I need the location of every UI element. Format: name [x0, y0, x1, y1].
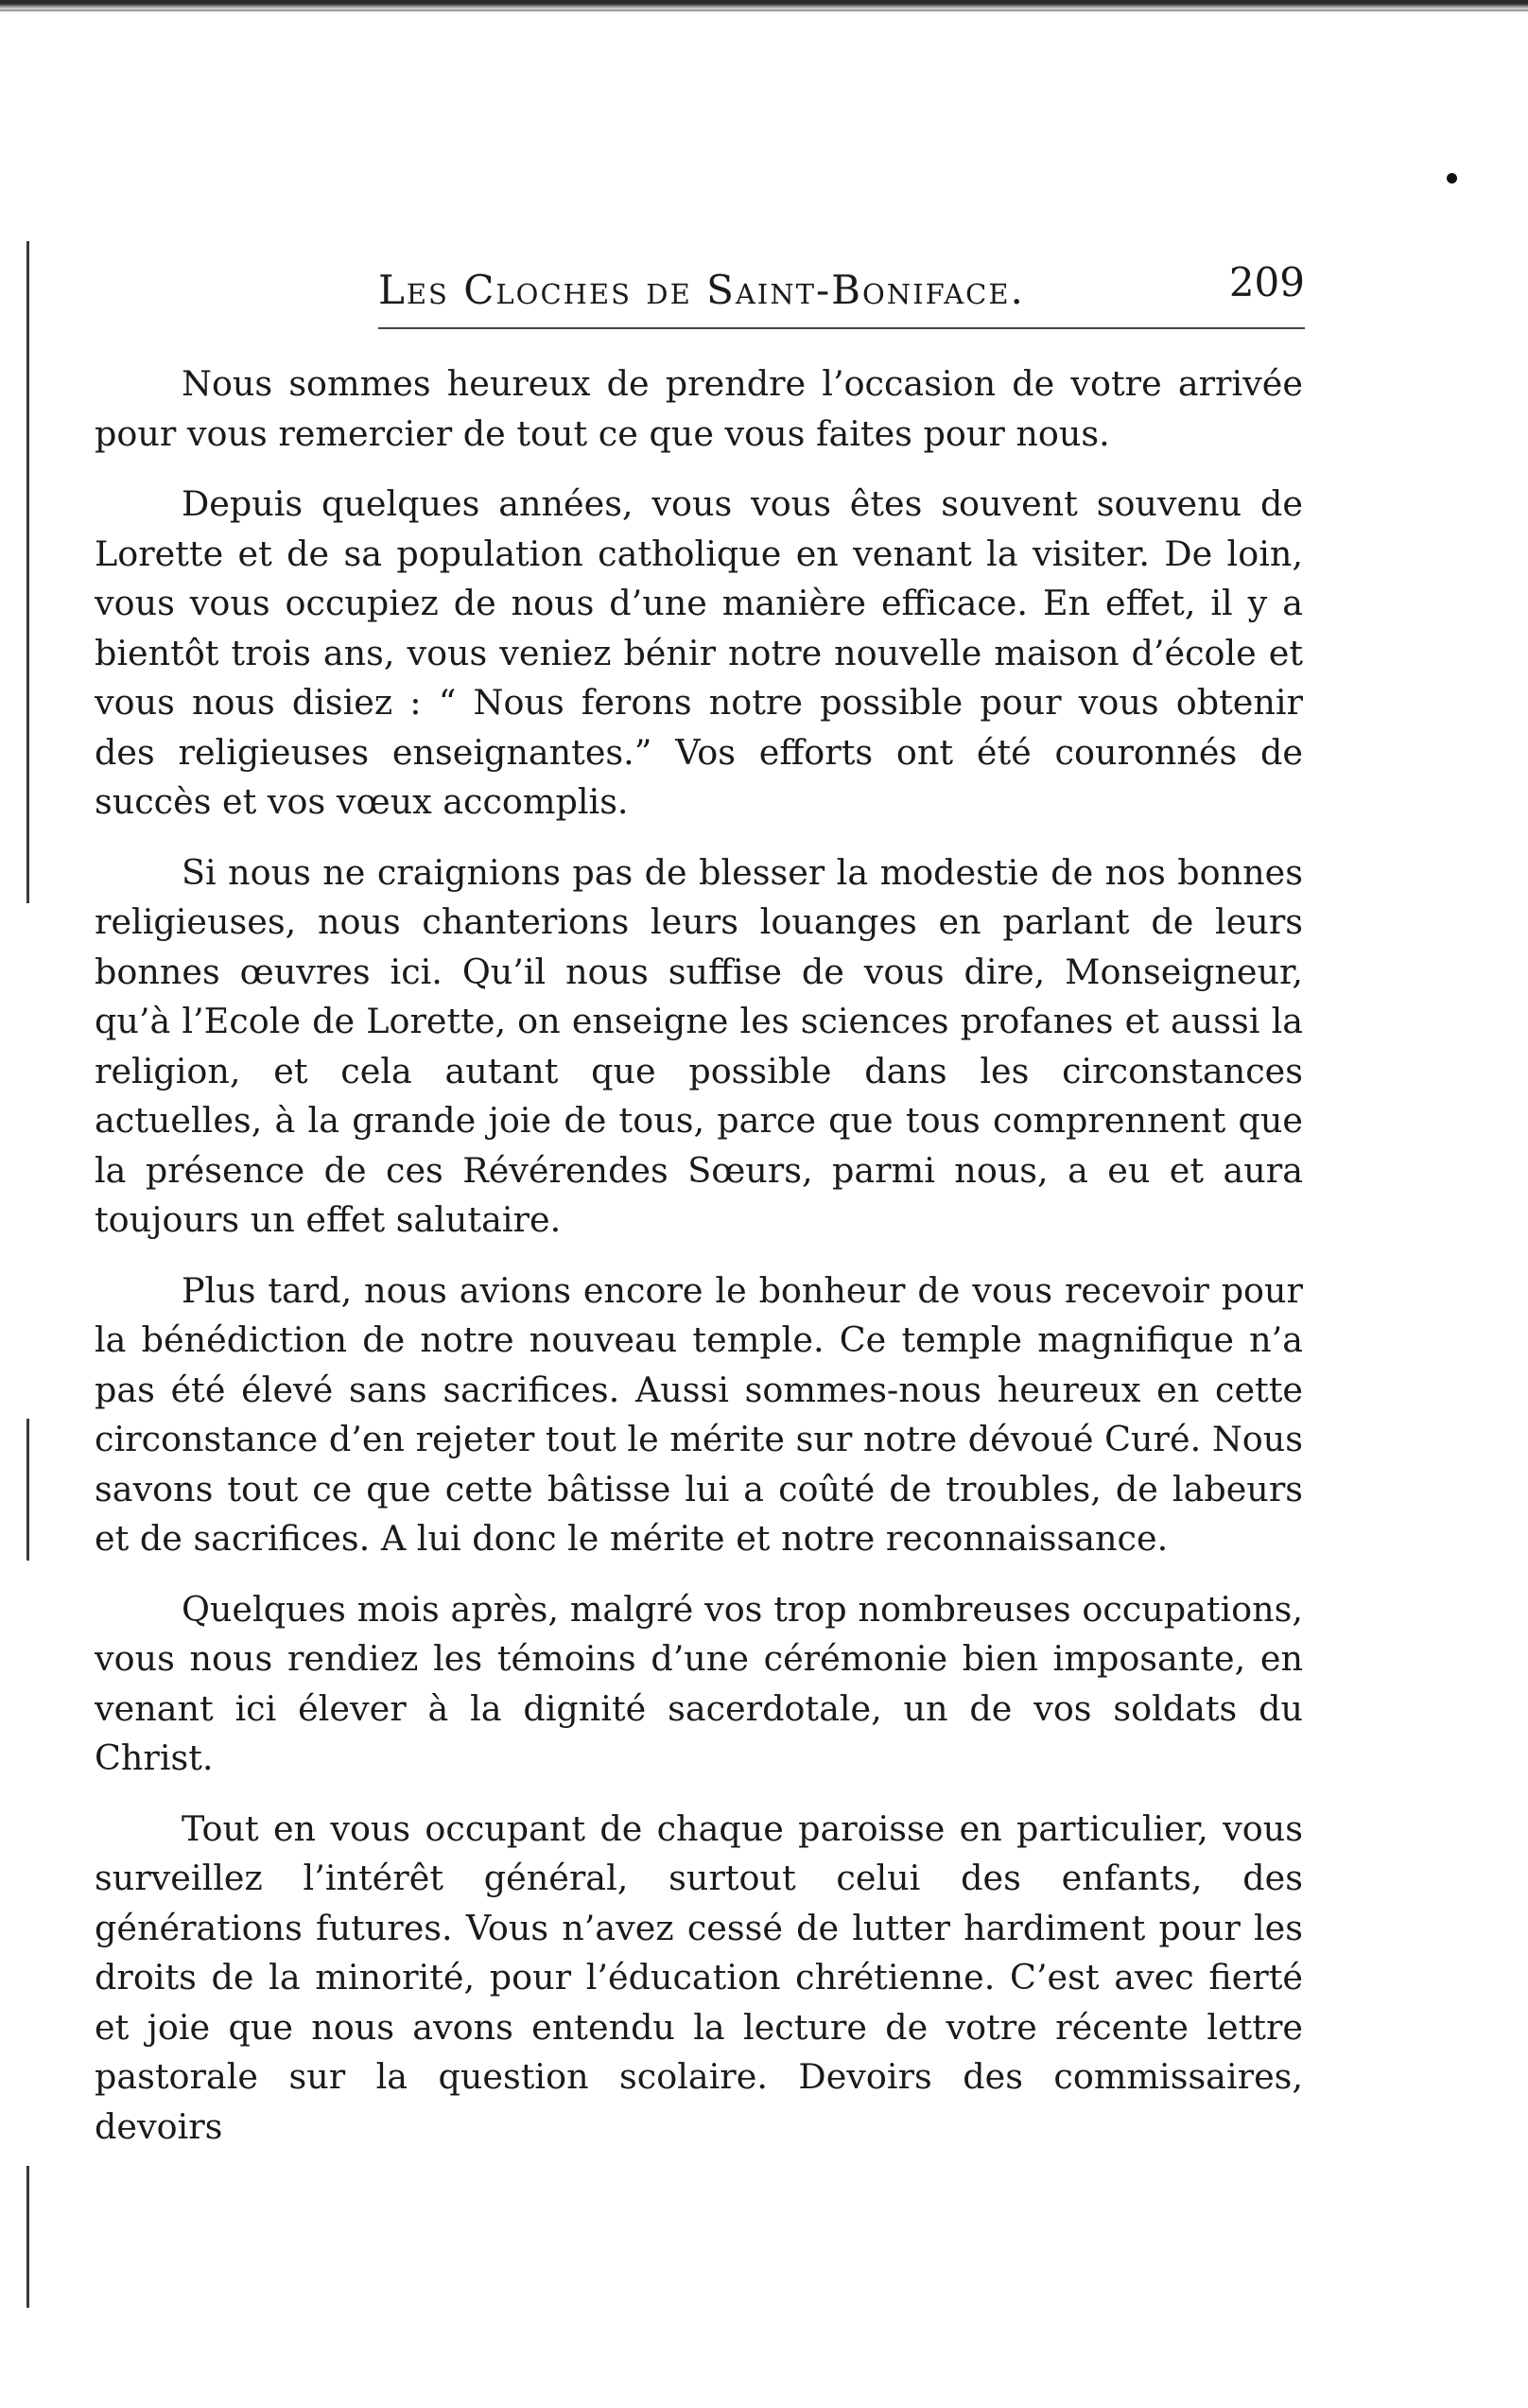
paragraph: Nous sommes heureux de prendre l’occasion de votre arrivée pour vous remercier de tout ce que vous faites pour nous. [95, 363, 1303, 454]
page-number: 209 [1228, 259, 1305, 305]
margin-mark [26, 2166, 29, 2308]
margin-mark [26, 241, 29, 903]
scan-edge-rule [0, 0, 1528, 13]
header-rule [378, 327, 1305, 329]
paragraph: Plus tard, nous avions encore le bonheur de vous recevoir pour la bénédiction de notre nouveau temple. Ce temple magnifique n’a pas été élevé sans sacrifices. Aussi sommes-nous heureux en cette circonstance d’en rejeter tout le mérite sur notre dévoué Curé. Nous savons tout ce que cette bâtisse lui a coûté de troubles, de labeurs et de sacrifices. A lui donc le mérite et notre reconnaissance. [95, 1269, 1303, 1559]
body-text [95, 359, 1303, 2172]
margin-mark [26, 1419, 29, 1561]
running-title: Les Cloches de Saint-Boniface. [378, 267, 1025, 313]
paragraph: Quelques mois après, malgré vos trop nombreuses occupations, vous nous rendiez les témoins d’une cérémonie bien imposante, en venant ici élever à la dignité sacerdotale, un de vos soldats du Christ. [95, 1588, 1303, 1778]
paragraph: Si nous ne craignions pas de blesser la modestie de nos bonnes religieuses, nous chanterions leurs louanges en parlant de leurs bonnes œuvres ici. Qu’il nous suffise de vous dire, Monseigneur, qu’à l’Ecole de Lorette, on enseigne les sciences profanes et aussi la religion, et cela autant que possible dans les circonstances actuelles, à la grande joie de tous, parce que tous comprennent que la présence de ces Révérendes Sœurs, parmi nous, a eu et aura toujours un effet salutaire. [95, 851, 1303, 1240]
paragraph: Depuis quelques années, vous vous êtes souvent souvenu de Lorette et de sa population catholique en venant la visiter. De loin, vous vous occupiez de nous d’une manière efficace. En effet, il y a bientôt trois ans, vous veniez bénir notre nouvelle maison d’école et vous nous disiez : “ Nous ferons notre possible pour vous obtenir des religieuses enseignantes.” Vos efforts ont été couronnés de succès et vos vœux accomplis. [95, 483, 1303, 822]
running-head [113, 255, 1305, 331]
paragraph: Tout en vous occupant de chaque paroisse en particulier, vous surveillez l’intérêt général, surtout celui des enfants, des générations futures. Vous n’avez cessé de lutter hardiment pour les droits de la minorité, pour l’éducation chrétienne. C’est avec fierté et joie que nous avons entendu la lecture de votre récente lettre pastorale sur la question scolaire. Devoirs des commissaires, devoirs [95, 1807, 1303, 2147]
ink-speck [1447, 173, 1457, 183]
